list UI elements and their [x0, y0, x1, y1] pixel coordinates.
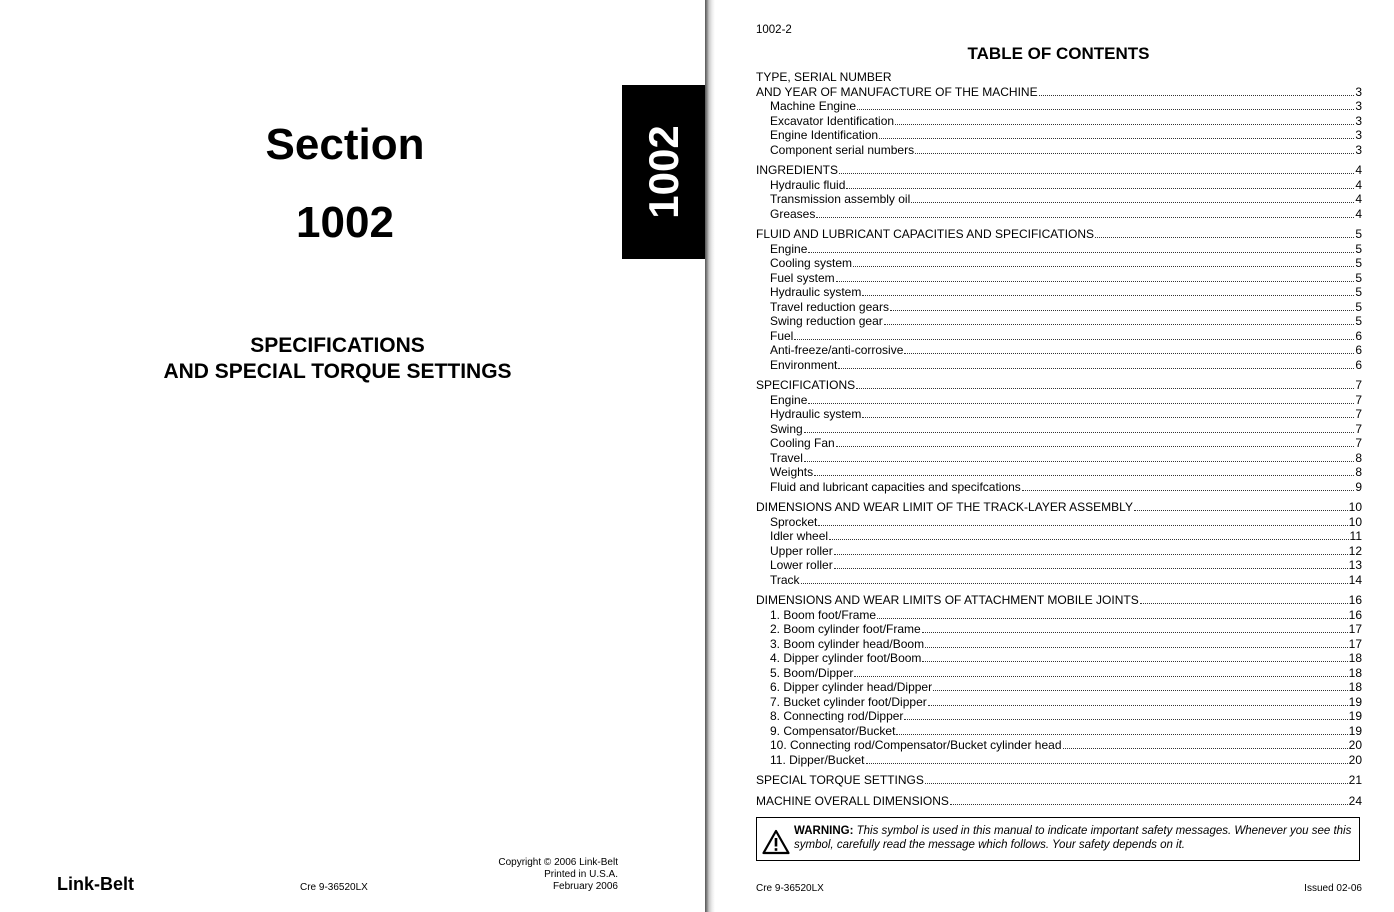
toc-entry-label: 7. Bucket cylinder foot/Dipper — [770, 694, 927, 709]
toc-entry[interactable] — [756, 436, 1362, 451]
toc-entry-label: 3. Boom cylinder head/Boom — [770, 636, 925, 651]
section-title-line2: AND SPECIAL TORQUE SETTINGS — [163, 360, 512, 383]
section-title — [120, 333, 555, 385]
toc-entry[interactable] — [756, 85, 1362, 100]
toc-entry-label: Machine Engine — [770, 99, 857, 113]
toc-leader-dots — [922, 661, 1347, 662]
section-word: Section — [265, 120, 425, 169]
toc-entry[interactable] — [756, 114, 1362, 129]
toc-entry[interactable] — [756, 573, 1362, 588]
toc-entry[interactable] — [756, 285, 1362, 300]
toc-entry-label: Weights — [770, 465, 814, 479]
toc-leader-dots — [1039, 95, 1355, 96]
toc-leader-dots — [804, 432, 1355, 433]
toc-entry-page: 5 — [1355, 299, 1362, 314]
toc-entry[interactable] — [756, 695, 1362, 710]
toc-entry[interactable] — [756, 465, 1362, 480]
toc-entry-page: 18 — [1348, 665, 1362, 680]
toc-heading-line: TYPE, SERIAL NUMBER — [756, 70, 892, 84]
toc-entry-label: Swing reduction gear — [770, 314, 883, 328]
toc-entry-label: Sprocket — [770, 514, 818, 529]
toc-leader-dots — [1095, 237, 1354, 238]
toc-entry-label: Swing — [770, 421, 803, 436]
toc-entry-page: 20 — [1348, 752, 1362, 767]
toc-entry-label: SPECIAL TORQUE SETTINGS — [756, 773, 924, 787]
toc-entry-page: 19 — [1348, 694, 1362, 709]
toc-entry-label: Environment — [770, 357, 838, 372]
toc-leader-dots — [879, 138, 1354, 139]
toc-entry-page: 4 — [1355, 192, 1362, 206]
toc-entry[interactable] — [756, 422, 1362, 437]
toc-leader-dots — [814, 475, 1354, 476]
toc-entry-page: 7 — [1355, 436, 1362, 450]
toc-leader-dots — [853, 266, 1354, 267]
toc-entry[interactable] — [756, 529, 1362, 544]
toc-entry-page: 16 — [1348, 607, 1362, 622]
toc-entry[interactable] — [756, 329, 1362, 344]
toc-leader-dots — [838, 368, 1354, 369]
toc-entry-page: 5 — [1355, 227, 1362, 241]
section-title-line1: SPECIFICATIONS — [250, 334, 425, 357]
toc-entry[interactable] — [756, 709, 1362, 724]
toc-entry-page: 14 — [1348, 572, 1362, 587]
page-number: 1002-2 — [756, 24, 792, 36]
warning-body: This symbol is used in this manual to indicate important safety messages. Whenever you see this symbol, carefully read the message which follows. Your safety depends on it. — [794, 825, 1352, 851]
toc-entry[interactable] — [756, 128, 1362, 143]
toc-entry[interactable] — [756, 500, 1362, 515]
toc-leader-dots — [816, 217, 1354, 218]
toc-entry-label: Hydraulic system — [770, 407, 862, 421]
section-tab-label: 1002 — [639, 125, 687, 219]
toc-entry-label: 1. Boom foot/Frame — [770, 607, 877, 622]
toc-leader-dots — [1063, 748, 1348, 749]
toc-entry[interactable] — [756, 544, 1362, 559]
toc-entry-page: 9 — [1355, 479, 1362, 494]
toc-entry-page: 18 — [1348, 680, 1362, 694]
toc-leader-dots — [862, 417, 1354, 418]
toc-entry-label: Upper roller — [770, 543, 833, 558]
toc-entry-page: 5 — [1355, 314, 1362, 328]
toc-entry-label: FLUID AND LUBRICANT CAPACITIES AND SPECIFICATIONS — [756, 227, 1095, 241]
warning-triangle-icon — [762, 829, 790, 855]
brand-logo-text: Link-Belt — [57, 874, 135, 894]
toc-entry-label: AND YEAR OF MANUFACTURE OF THE MACHINE — [756, 84, 1038, 99]
toc-leader-dots — [818, 525, 1347, 526]
toc-entry-label: Travel — [770, 450, 803, 465]
toc-leader-dots — [925, 647, 1348, 648]
toc-entry-label: Hydraulic system — [770, 285, 862, 299]
toc-entry[interactable] — [756, 637, 1362, 652]
toc-entry-page: 16 — [1348, 593, 1362, 607]
toc-entry-page: 8 — [1355, 465, 1362, 479]
toc-leader-dots — [1134, 510, 1348, 511]
toc-entry[interactable] — [756, 314, 1362, 329]
toc-leader-dots — [911, 202, 1354, 203]
toc-entry-page: 13 — [1348, 558, 1362, 572]
toc-entry-label: Fuel system — [770, 270, 835, 285]
copyright-line: Copyright © 2006 Link-Belt — [498, 857, 618, 868]
toc-entry[interactable] — [756, 178, 1362, 193]
toc-entry[interactable] — [756, 343, 1362, 358]
toc-leader-dots — [834, 554, 1348, 555]
toc-entry[interactable] — [756, 680, 1362, 695]
toc-entry-page: 7 — [1355, 378, 1362, 392]
toc-entry-page: 20 — [1348, 738, 1362, 752]
toc-entry[interactable] — [756, 227, 1362, 242]
toc-entry-page: 21 — [1348, 773, 1362, 787]
toc-leader-dots — [904, 719, 1347, 720]
toc-entry-label: 2. Boom cylinder foot/Frame — [770, 622, 921, 636]
toc-leader-dots — [836, 446, 1355, 447]
toc-entry[interactable] — [756, 753, 1362, 768]
toc-leader-dots — [928, 705, 1348, 706]
toc-entry-page: 3 — [1355, 113, 1362, 128]
toc-entry[interactable] — [756, 666, 1362, 681]
toc-entry-label: Idler wheel — [770, 529, 829, 543]
toc-entry[interactable] — [756, 773, 1362, 788]
toc-entry[interactable] — [756, 724, 1362, 739]
toc-leader-dots — [804, 461, 1354, 462]
toc-entry-page: 24 — [1348, 793, 1362, 808]
toc-entry-label: Component serial numbers — [770, 142, 915, 157]
toc-entry[interactable] — [756, 622, 1362, 637]
table-of-contents — [756, 70, 1362, 808]
section-tab — [622, 85, 705, 259]
toc-entry[interactable] — [756, 192, 1362, 207]
toc-entry-label: Track — [770, 572, 800, 587]
toc-entry-label: Engine — [770, 392, 808, 407]
toc-entry[interactable] — [756, 99, 1362, 114]
toc-entry-page: 7 — [1355, 392, 1362, 407]
toc-leader-dots — [1140, 603, 1348, 604]
toc-entry-page: 7 — [1355, 407, 1362, 421]
toc-entry-label: 10. Connecting rod/Compensator/Bucket cylinder head — [770, 738, 1062, 752]
toc-entry-page: 10 — [1348, 514, 1362, 529]
toc-leader-dots — [925, 783, 1348, 784]
doc-number-right: Cre 9-36520LX — [756, 883, 824, 894]
warning-box — [756, 817, 1360, 861]
toc-leader-dots — [915, 153, 1354, 154]
toc-entry-page: 10 — [1348, 500, 1362, 514]
toc-entry-label: Cooling Fan — [770, 436, 835, 450]
toc-leader-dots — [808, 403, 1354, 404]
toc-leader-dots — [808, 252, 1354, 253]
toc-leader-dots — [933, 690, 1348, 691]
toc-entry-page: 8 — [1355, 450, 1362, 465]
toc-leader-dots — [922, 632, 1348, 633]
toc-entry-page: 17 — [1348, 636, 1362, 651]
toc-entry-label: 4. Dipper cylinder foot/Boom — [770, 651, 922, 665]
toc-entry-page: 4 — [1355, 206, 1362, 221]
toc-entry[interactable] — [756, 558, 1362, 573]
toc-entry-label: Lower roller — [770, 558, 833, 572]
toc-entry-page: 19 — [1348, 723, 1362, 738]
toc-entry[interactable] — [756, 480, 1362, 495]
toc-leader-dots — [829, 539, 1349, 540]
toc-entry[interactable] — [756, 358, 1362, 373]
toc-entry-label: Fluid and lubricant capacities and specifcations — [770, 479, 1021, 494]
toc-entry[interactable] — [756, 593, 1362, 608]
toc-entry[interactable] — [756, 271, 1362, 286]
toc-leader-dots — [890, 310, 1354, 311]
toc-entry-label: Travel reduction gears — [770, 299, 889, 314]
toc-entry[interactable] — [756, 143, 1362, 158]
toc-leader-dots — [856, 388, 1354, 389]
toc-entry[interactable] — [756, 608, 1362, 623]
toc-entry-label: INGREDIENTS — [756, 163, 839, 177]
toc-leader-dots — [862, 295, 1354, 296]
warning-label: WARNING: — [794, 825, 854, 837]
toc-entry-page: 3 — [1355, 128, 1362, 142]
toc-entry-page: 11 — [1349, 529, 1362, 543]
toc-leader-dots — [836, 281, 1355, 282]
toc-entry[interactable] — [756, 451, 1362, 466]
toc-entry[interactable] — [756, 207, 1362, 222]
toc-entry-label: Excavator Identification — [770, 113, 895, 128]
copyright-block — [440, 857, 618, 893]
toc-entry-page: 4 — [1355, 163, 1362, 177]
toc-entry-page: 5 — [1355, 285, 1362, 299]
toc-entry-label: Greases — [770, 206, 816, 221]
toc-entry-label: Fuel — [770, 328, 794, 343]
toc-leader-dots — [866, 763, 1348, 764]
toc-leader-dots — [857, 109, 1354, 110]
date-line: February 2006 — [552, 881, 618, 892]
toc-entry-label: Cooling system — [770, 256, 853, 270]
warning-text — [794, 824, 1354, 852]
toc-entry-page: 7 — [1355, 421, 1362, 436]
toc-entry-page: 4 — [1355, 177, 1362, 192]
section-number: 1002 — [296, 198, 394, 247]
toc-entry[interactable] — [756, 393, 1362, 408]
toc-entry-label: 9. Compensator/Bucket — [770, 723, 896, 738]
toc-entry-page: 19 — [1348, 709, 1362, 723]
toc-entry[interactable] — [756, 242, 1362, 257]
toc-entry-label: Hydraulic fluid — [770, 177, 846, 192]
toc-entry-page: 3 — [1355, 99, 1362, 113]
toc-entry-page: 3 — [1355, 142, 1362, 157]
toc-entry[interactable] — [756, 651, 1362, 666]
toc-entry-label: SPECIFICATIONS — [756, 378, 856, 392]
toc-leader-dots — [884, 324, 1355, 325]
page-gutter — [705, 0, 715, 912]
toc-leader-dots — [839, 173, 1354, 174]
toc-entry-label: Engine — [770, 241, 808, 256]
toc-leader-dots — [834, 568, 1348, 569]
toc-entry-page: 5 — [1355, 256, 1362, 270]
toc-entry[interactable] — [756, 163, 1362, 178]
toc-entry-page: 5 — [1355, 270, 1362, 285]
toc-entry-page: 18 — [1348, 651, 1362, 665]
toc-entry[interactable] — [756, 256, 1362, 271]
toc-leader-dots — [1022, 490, 1355, 491]
printed-line: Printed in U.S.A. — [544, 869, 618, 880]
toc-leader-dots — [794, 339, 1354, 340]
toc-leader-dots — [877, 618, 1348, 619]
toc-leader-dots — [904, 353, 1354, 354]
toc-entry-label: DIMENSIONS AND WEAR LIMIT OF THE TRACK-LAYER ASSEMBLY — [756, 500, 1133, 514]
toc-entry-label: 6. Dipper cylinder head/Dipper — [770, 680, 933, 694]
toc-entry-page: 6 — [1355, 343, 1362, 357]
toc-entry-label: Transmission assembly oil — [770, 192, 911, 206]
toc-entry-label: Engine Identification — [770, 128, 879, 142]
toc-entry[interactable] — [756, 515, 1362, 530]
right-page — [715, 0, 1394, 912]
toc-leader-dots — [846, 188, 1354, 189]
toc-leader-dots — [895, 124, 1354, 125]
toc-entry-page: 17 — [1348, 622, 1362, 636]
toc-entry-label: DIMENSIONS AND WEAR LIMITS OF ATTACHMENT MOBILE JOINTS — [756, 593, 1139, 607]
toc-entry-page: 12 — [1348, 543, 1362, 558]
issued-date: Issued 02-06 — [1304, 883, 1362, 894]
toc-entry-page: 5 — [1355, 241, 1362, 256]
toc-leader-dots — [854, 676, 1347, 677]
toc-entry-page: 6 — [1355, 328, 1362, 343]
toc-entry-label: 8. Connecting rod/Dipper — [770, 709, 904, 723]
toc-entry-label: Anti-freeze/anti-corrosive — [770, 343, 904, 357]
toc-entry-label: MACHINE OVERALL DIMENSIONS — [756, 793, 949, 808]
toc-title: TABLE OF CONTENTS — [967, 44, 1150, 63]
toc-leader-dots — [801, 583, 1348, 584]
toc-entry[interactable] — [756, 794, 1362, 809]
toc-entry[interactable] — [756, 738, 1362, 753]
toc-entry-label: 5. Boom/Dipper — [770, 665, 854, 680]
toc-leader-dots — [896, 734, 1347, 735]
doc-number: Cre 9-36520LX — [300, 882, 368, 893]
toc-entry[interactable] — [756, 300, 1362, 315]
toc-leader-dots — [950, 804, 1348, 805]
toc-entry[interactable] — [756, 378, 1362, 393]
toc-entry-label: 11. Dipper/Bucket — [770, 752, 865, 767]
toc-entry[interactable] — [756, 407, 1362, 422]
toc-entry-page: 6 — [1355, 357, 1362, 372]
toc-entry-page: 3 — [1355, 84, 1362, 99]
